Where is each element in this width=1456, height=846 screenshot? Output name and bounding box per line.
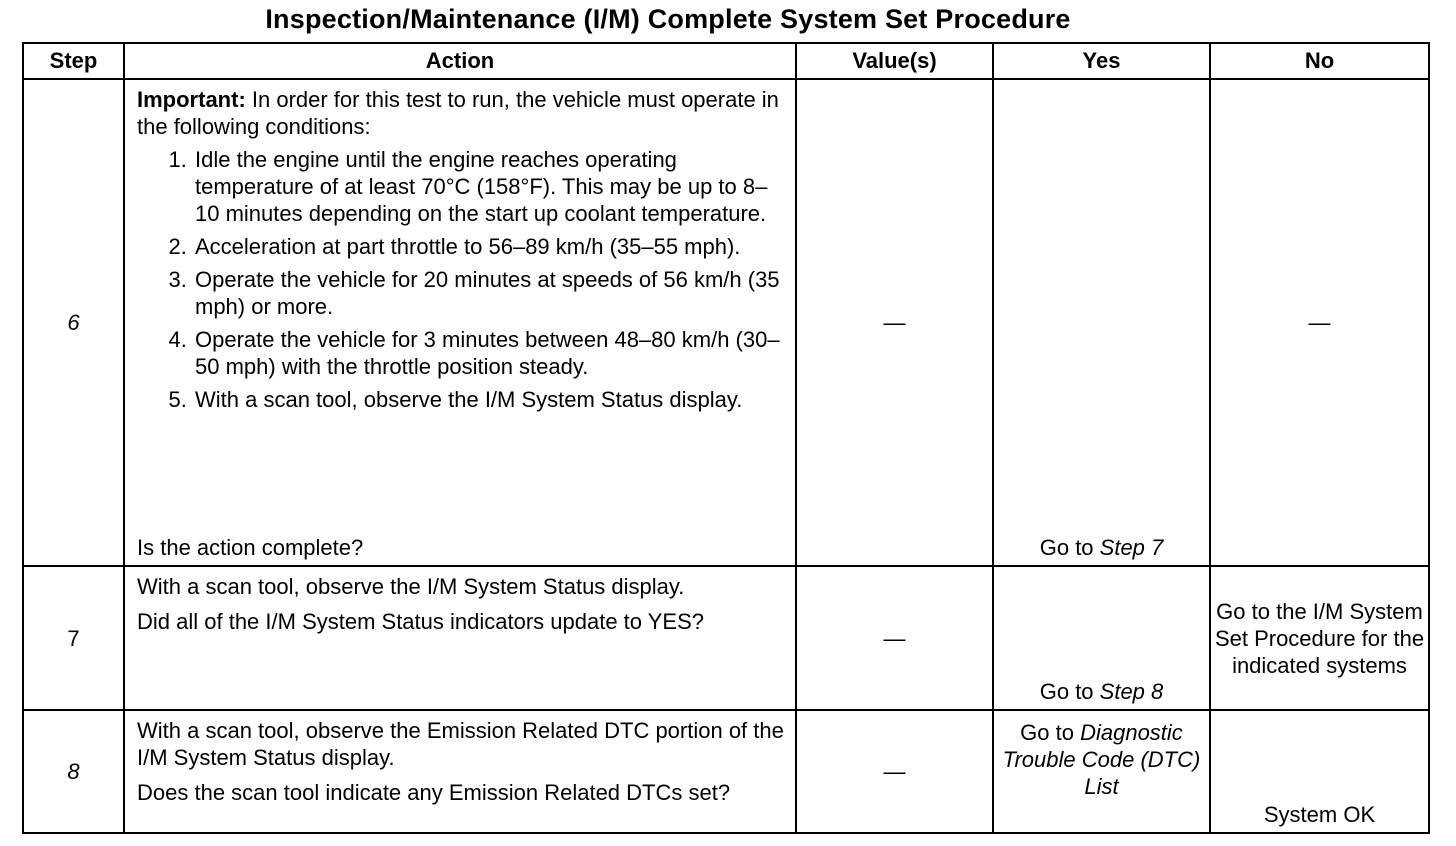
header-values: Value(s): [796, 43, 993, 79]
yes-cell: [993, 710, 1210, 833]
list-item: 5. With a scan tool, observe the I/M System Status display.: [193, 386, 785, 413]
yes-prefix: Go to: [1039, 679, 1100, 704]
header-row: [23, 43, 1429, 79]
yes-step-link[interactable]: Step 7: [1099, 535, 1164, 560]
header-yes: Yes: [993, 43, 1210, 79]
action-instruction: With a scan tool, observe the I/M System Status display.: [137, 574, 685, 599]
action-content: [137, 86, 785, 561]
yes-cell: [993, 566, 1210, 710]
table-row-step-6: [23, 79, 1429, 566]
action-cell: [124, 79, 796, 566]
action-question: Is the action complete?: [137, 535, 364, 560]
yes-dtc-list-link[interactable]: Diagnostic Trouble Code (DTC) List: [1002, 720, 1201, 799]
yes-cell: [993, 79, 1210, 566]
action-question: Does the scan tool indicate any Emission Related DTCs set?: [137, 780, 731, 805]
values-cell: —: [796, 710, 993, 833]
condition-list: [137, 146, 785, 419]
list-item: 1. Idle the engine until the engine reaches operating temperature of at least 70°C (158°F). This may be up to 8–10 minutes depending on the start up coolant temperature.: [193, 146, 785, 227]
action-cell: [124, 710, 796, 833]
step-number: 6: [23, 79, 124, 566]
list-item: 2. Acceleration at part throttle to 56–89 km/h (35–55 mph).: [193, 233, 785, 260]
no-cell[interactable]: Go to the I/M System Set Procedure for the indicated systems: [1210, 566, 1429, 710]
yes-prefix: Go to: [1039, 535, 1100, 560]
values-cell: —: [796, 79, 993, 566]
no-cell: System OK: [1210, 710, 1429, 833]
list-item: 3. Operate the vehicle for 20 minutes at speeds of 56 km/h (35 mph) or more.: [193, 266, 785, 320]
step-number: 7: [23, 566, 124, 710]
values-cell: —: [796, 566, 993, 710]
no-cell: —: [1210, 79, 1429, 566]
table-row-step-8: [23, 710, 1429, 833]
table-row-step-7: [23, 566, 1429, 710]
action-question: Did all of the I/M System Status indicators update to YES?: [137, 609, 704, 634]
list-item: 4. Operate the vehicle for 3 minutes between 48–80 km/h (30–50 mph) with the throttle position steady.: [193, 326, 785, 380]
document-title: Inspection/Maintenance (I/M) Complete System Set Procedure: [265, 4, 1071, 34]
important-label: Important:: [137, 87, 246, 112]
yes-prefix: Go to: [1020, 720, 1081, 745]
action-instruction: With a scan tool, observe the Emission Related DTC portion of the I/M System Status display.: [137, 718, 784, 770]
step-number: 8: [23, 710, 124, 833]
procedure-table: [22, 42, 1430, 834]
important-text: In order for this test to run, the vehicle must operate in the following conditions:: [137, 87, 779, 139]
header-action: Action: [124, 43, 796, 79]
important-note: [137, 86, 785, 140]
action-cell: [124, 566, 796, 710]
header-step: Step: [23, 43, 124, 79]
header-no: No: [1210, 43, 1429, 79]
yes-step-link[interactable]: Step 8: [1099, 679, 1164, 704]
